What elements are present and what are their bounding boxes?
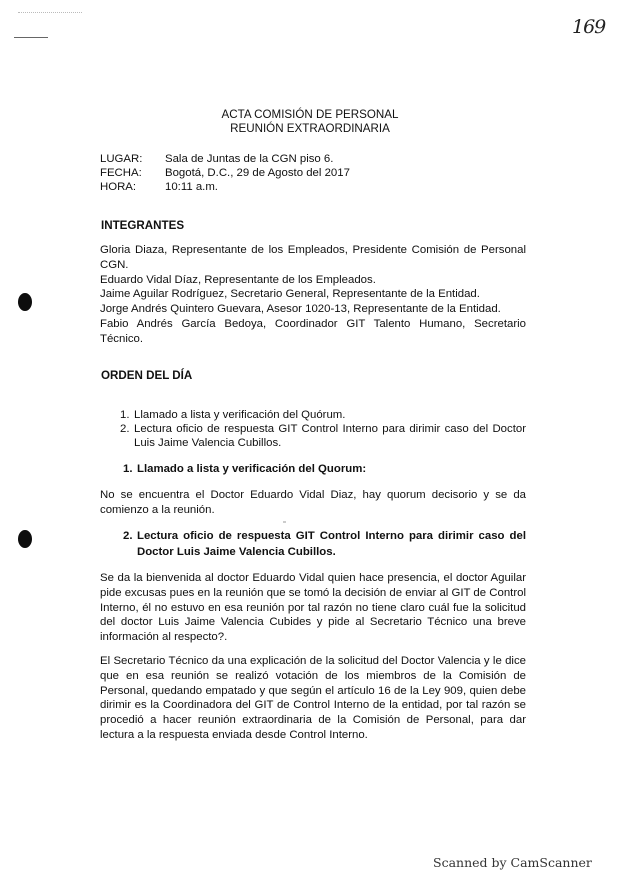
section1-number: 1. (123, 463, 133, 475)
meta-value-hora: 10:11 a.m. (165, 181, 218, 193)
section2-paragraph-2: El Secretario Técnico da una explicación de la solicitud del Doctor Valencia y le dice que en esa reunión se realizó votación de los miembros de la Comisión de Personal, quedando empatado y que según el artículo 16 de la Ley 909, quien debe dirimir es la Coordinadora del GIT de Control Interno de la entidad, por tal razón se procedió a hacer reunión extraordinaria de la Comisión de Personal, para dar lectura a la respuesta enviada desde Control Interno. (100, 655, 526, 741)
meta-value-lugar: Sala de Juntas de la CGN piso 6. (165, 153, 334, 165)
section2-paragraph-1: Se da la bienvenida al doctor Eduardo Vidal quien hace presencia, el doctor Aguilar pide excusas pues en la reunión que se tomó la decisión de enviar al GIT de Control Interno, él no estuvo en esa reunión por tal razón no tiene claro cuál fue la solicitud del doctor Luis Jaime Valencia Cubides y pide al Secretario Técnico una breve información al respecto?. (100, 572, 526, 644)
scan-artifact-line (14, 37, 48, 38)
section1-heading (123, 462, 526, 478)
document-title: ACTA COMISIÓN DE PERSONAL (221, 108, 399, 121)
scanner-watermark: Scanned by CamScanner (433, 855, 592, 870)
orden-item (120, 422, 526, 450)
member-item: Eduardo Vidal Díaz, Representante de los Empleados. (100, 273, 376, 286)
members-list (100, 243, 526, 347)
orden-item-text: Llamado a lista y verificación del Quórum. (134, 409, 346, 421)
member-item: Fabio Andrés García Bedoya, Coordinador GIT Talento Humano, Secretario Técnico. (100, 317, 526, 345)
orden-item-number: 1. (120, 409, 130, 421)
document-subtitle: REUNIÓN EXTRAORDINARIA (230, 122, 390, 135)
member-item: Gloria Diaza, Representante de los Empleados, Presidente Comisión de Personal CGN. (100, 244, 526, 271)
section2-number: 2. (123, 530, 133, 542)
orden-item (120, 408, 526, 422)
meta-value-fecha: Bogotá, D.C., 29 de Agosto del 2017 (165, 167, 350, 179)
member-item: Jaime Aguilar Rodríguez, Secretario General, Representante de la Entidad. (100, 288, 480, 301)
orden-item-number: 2. (120, 423, 130, 435)
punch-hole-bottom (18, 530, 32, 548)
section1-paragraph: No se encuentra el Doctor Eduardo Vidal Diaz, hay quorum decisorio y se da comienzo a la reunión. (100, 489, 526, 516)
meta-label-lugar: LUGAR: (100, 153, 143, 165)
section2-title: Lectura oficio de respuesta GIT Control Interno para dirimir caso del Doctor Luis Jaime Valencia Cubillos. (137, 530, 526, 558)
section2-heading (123, 529, 526, 560)
scan-speck (283, 521, 286, 523)
member-item: Jorge Andrés Quintero Guevara, Asesor 1020-13, Representante de la Entidad. (100, 303, 501, 316)
meta-label-hora: HORA: (100, 181, 137, 193)
meta-label-fecha: FECHA: (100, 167, 142, 179)
handwritten-page-number: 169 (572, 16, 606, 38)
orden-heading: ORDEN DEL DÍA (101, 369, 193, 382)
section1-title: Llamado a lista y verificación del Quorum: (137, 463, 367, 475)
punch-hole-top (18, 293, 32, 311)
orden-item-text: Lectura oficio de respuesta GIT Control Interno para dirimir caso del Doctor Luis Jaime Valencia Cubillos. (134, 423, 526, 450)
scan-artifact-dots (18, 12, 82, 14)
integrantes-heading: INTEGRANTES (101, 219, 185, 232)
